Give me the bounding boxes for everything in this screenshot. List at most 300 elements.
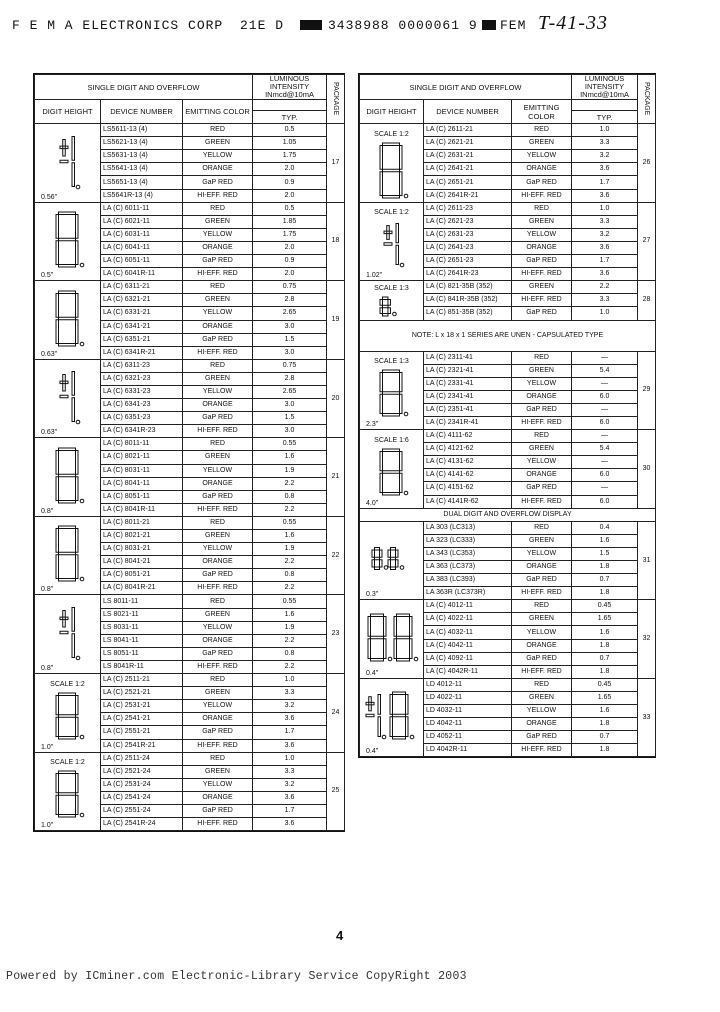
digit-segment-glyph-icon <box>48 287 88 350</box>
device-number: LA (C) 4042-11 <box>424 639 512 652</box>
emitting-color: YELLOW <box>512 228 572 241</box>
emitting-color: ORANGE <box>183 163 253 176</box>
emitting-color: ORANGE <box>183 320 253 333</box>
luminous-typ-value: 0.8 <box>253 647 327 660</box>
luminous-typ-value: 2.2 <box>253 634 327 647</box>
device-number: LA (C) 4092-11 <box>424 652 512 665</box>
package-number: 20 <box>327 359 345 438</box>
luminous-typ-value: 3.6 <box>572 163 638 176</box>
digit-height-label: 0.4" <box>366 669 379 677</box>
luminous-typ-value: 1.75 <box>253 228 327 241</box>
emitting-color: YELLOW <box>183 228 253 241</box>
luminous-typ-value: 2.65 <box>253 307 327 320</box>
header-block-mark-2 <box>482 20 496 30</box>
device-number: LS5641-13 (4) <box>101 163 183 176</box>
device-number: LA (C) 2621-23 <box>424 215 512 228</box>
digit-height-cell <box>35 359 101 438</box>
right-device-header: DEVICE NUMBER <box>424 100 512 124</box>
package-number: 31 <box>638 521 656 600</box>
right-color-header: EMITTING COLOR <box>512 100 572 124</box>
luminous-typ-value: 0.7 <box>572 731 638 744</box>
device-number: LA (C) 8041R-21 <box>101 582 183 595</box>
emitting-color: GaP RED <box>183 569 253 582</box>
luminous-typ-value: 3.6 <box>253 739 327 752</box>
luminous-typ-value: 2.2 <box>572 281 638 294</box>
emitting-color: RED <box>512 600 572 613</box>
device-number: LA (C) 8051-21 <box>101 569 183 582</box>
package-number: 19 <box>327 281 345 360</box>
luminous-typ-value: 1.5 <box>572 547 638 560</box>
luminous-typ-value: 1.5 <box>253 412 327 425</box>
device-number: LA (C) 4141-62 <box>424 469 512 482</box>
device-number: LA (C) 6351-21 <box>101 333 183 346</box>
device-number: LS 8031-11 <box>101 621 183 634</box>
device-number: LA (C) 2341-41 <box>424 390 512 403</box>
emitting-color: GREEN <box>183 765 253 778</box>
luminous-typ-value: 6.0 <box>572 390 638 403</box>
emitting-color: ORANGE <box>183 399 253 412</box>
table-row <box>35 359 345 372</box>
device-number: LD 4032-11 <box>424 705 512 718</box>
digit-height-cell <box>360 678 424 757</box>
emitting-color: GaP RED <box>512 176 572 189</box>
device-number: LA (C) 6341-23 <box>101 399 183 412</box>
device-number: LS5621-13 (4) <box>101 137 183 150</box>
device-number: LS 8011-11 <box>101 595 183 608</box>
emitting-color: HI-EFF. RED <box>183 503 253 516</box>
device-number: LA (C) 2351-41 <box>424 403 512 416</box>
digit-height-cell <box>360 430 424 509</box>
header-code-2: 3438988 0000061 9 <box>328 18 478 33</box>
luminous-typ-value: 3.2 <box>572 228 638 241</box>
emitting-color: RED <box>512 202 572 215</box>
left-spec-table <box>33 73 345 832</box>
luminous-typ-value: 3.6 <box>253 713 327 726</box>
left-device-header: DEVICE NUMBER <box>101 100 183 124</box>
emitting-color: GaP RED <box>183 647 253 660</box>
emitting-color: HI-EFF. RED <box>183 582 253 595</box>
table-row <box>360 202 656 215</box>
digit-height-cell <box>360 281 424 320</box>
luminous-typ-value: 1.6 <box>253 530 327 543</box>
luminous-typ-value: 0.45 <box>572 600 638 613</box>
luminous-typ-value: 2.0 <box>253 163 327 176</box>
device-number: LA (C) 6341R-21 <box>101 346 183 359</box>
emitting-color: GREEN <box>183 608 253 621</box>
luminous-typ-value: 0.4 <box>572 521 638 534</box>
luminous-typ-value: 1.75 <box>253 150 327 163</box>
emitting-color: YELLOW <box>512 377 572 390</box>
luminous-typ-value: 1.9 <box>253 621 327 634</box>
luminous-typ-value: 2.0 <box>253 241 327 254</box>
emitting-color: GREEN <box>512 691 572 704</box>
emitting-color: RED <box>183 438 253 451</box>
emitting-color: HI-EFF. RED <box>512 587 572 600</box>
luminous-typ-value: 1.8 <box>572 639 638 652</box>
device-number: LA 303 (LC313) <box>424 521 512 534</box>
luminous-typ-value: 1.0 <box>572 202 638 215</box>
device-number: LA (C) 8011-21 <box>101 516 183 529</box>
device-number: LA (C) 4121-62 <box>424 443 512 456</box>
device-number: LA (C) 2641-23 <box>424 241 512 254</box>
overflow-segment-glyph-icon <box>48 365 88 428</box>
emitting-color: RED <box>183 281 253 294</box>
emitting-color: RED <box>183 124 253 137</box>
digit-height-cell <box>360 600 424 679</box>
overflow-segment-glyph-icon <box>48 130 88 193</box>
device-number: LA (C) 2551-24 <box>101 804 183 817</box>
luminous-typ-value: 1.9 <box>253 464 327 477</box>
luminous-typ-value: 0.7 <box>572 574 638 587</box>
emitting-color: GREEN <box>183 451 253 464</box>
luminous-typ-value: 3.6 <box>253 818 327 831</box>
package-number: 17 <box>327 124 345 203</box>
package-number: 23 <box>327 595 345 674</box>
luminous-typ-value: 2.65 <box>253 385 327 398</box>
luminous-typ-value: 1.0 <box>253 752 327 765</box>
header-code-3: FEM <box>500 18 527 33</box>
emitting-color: YELLOW <box>183 150 253 163</box>
device-number: LA (C) 2521-21 <box>101 687 183 700</box>
digit-height-label: 0.8" <box>41 507 54 515</box>
dual-small-segment-glyph-icon <box>364 527 420 590</box>
emitting-color: RED <box>512 521 572 534</box>
luminous-typ-value: 0.7 <box>572 652 638 665</box>
luminous-typ-value: 3.3 <box>572 294 638 307</box>
device-number: LA (C) 2611-21 <box>424 124 512 137</box>
emitting-color: HI-EFF. RED <box>512 665 572 678</box>
digit-height-label: 4.0" <box>366 499 379 507</box>
luminous-typ-value: — <box>572 430 638 443</box>
emitting-color: GREEN <box>512 443 572 456</box>
device-number: LA (C) 2651-21 <box>424 176 512 189</box>
unencapsulated-note: NOTE: L x 18 x 1 SERIES ARE UNEN - CAPSULATED TYPE <box>360 320 656 351</box>
luminous-typ-value: 1.0 <box>253 674 327 687</box>
emitting-color: GREEN <box>512 364 572 377</box>
emitting-color: ORANGE <box>183 634 253 647</box>
device-number: LA (C) 2511-24 <box>101 752 183 765</box>
device-number: LA (C) 2611-23 <box>424 202 512 215</box>
digit-height-cell <box>35 281 101 360</box>
device-number: LA (C) 6311-23 <box>101 359 183 372</box>
digit-height-label: 0.3" <box>366 591 379 599</box>
emitting-color: YELLOW <box>512 547 572 560</box>
emitting-color: GREEN <box>512 281 572 294</box>
table-row <box>35 438 345 451</box>
luminous-typ-value: 1.7 <box>253 804 327 817</box>
emitting-color: ORANGE <box>512 561 572 574</box>
luminous-typ-value: 3.0 <box>253 346 327 359</box>
package-number: 29 <box>638 351 656 430</box>
right-pkg-header: PACKAGE <box>638 75 656 124</box>
table-row <box>35 281 345 294</box>
package-number: 28 <box>638 281 656 320</box>
emitting-color: RED <box>512 124 572 137</box>
device-number: LS 8051-11 <box>101 647 183 660</box>
luminous-typ-value: 1.6 <box>253 608 327 621</box>
package-number: 32 <box>638 600 656 679</box>
emitting-color: YELLOW <box>183 778 253 791</box>
device-number: LS 8041R-11 <box>101 660 183 673</box>
device-number: LA (C) 8041-11 <box>101 477 183 490</box>
emitting-color: YELLOW <box>183 385 253 398</box>
emitting-color: HI-EFF. RED <box>183 189 253 202</box>
emitting-color: GaP RED <box>512 574 572 587</box>
luminous-typ-value: 3.6 <box>572 189 638 202</box>
luminous-typ-value: 2.2 <box>253 660 327 673</box>
emitting-color: ORANGE <box>512 390 572 403</box>
luminous-typ-value: 1.6 <box>253 451 327 464</box>
luminous-typ-value: 1.0 <box>572 307 638 320</box>
luminous-typ-value: 3.2 <box>572 150 638 163</box>
luminous-typ-value: — <box>572 482 638 495</box>
emitting-color: ORANGE <box>183 241 253 254</box>
emitting-color: GaP RED <box>512 731 572 744</box>
emitting-color: ORANGE <box>183 477 253 490</box>
device-number: LA (C) 2311-41 <box>424 351 512 364</box>
device-number: LD 4042-11 <box>424 718 512 731</box>
device-number: LA (C) 8041-21 <box>101 556 183 569</box>
scale-label: SCALE 1:2 <box>374 130 409 138</box>
right-digit-header: DIGIT HEIGHT <box>360 100 424 124</box>
page-number: 4 <box>336 928 344 943</box>
emitting-color: GREEN <box>183 372 253 385</box>
device-number: LA (C) 6021-11 <box>101 215 183 228</box>
digit-height-label: 0.8" <box>41 665 54 673</box>
device-number: LD 4022-11 <box>424 691 512 704</box>
package-number: 26 <box>638 124 656 203</box>
emitting-color: ORANGE <box>512 639 572 652</box>
emitting-color: HI-EFF. RED <box>512 294 572 307</box>
emitting-color: GREEN <box>183 137 253 150</box>
emitting-color: HI-EFF. RED <box>512 268 572 281</box>
luminous-typ-value: 0.8 <box>253 490 327 503</box>
device-number: LA (C) 2531-24 <box>101 778 183 791</box>
device-number: LA (C) 2641R-21 <box>424 189 512 202</box>
emitting-color: YELLOW <box>512 456 572 469</box>
device-number: LA (C) 6351-23 <box>101 412 183 425</box>
digit-height-cell <box>35 752 101 831</box>
emitting-color: YELLOW <box>183 621 253 634</box>
device-number: LA (C) 2541R-21 <box>101 739 183 752</box>
device-number: LA (C) 2651-23 <box>424 255 512 268</box>
device-number: LA (C) 2541R-24 <box>101 818 183 831</box>
luminous-typ-value: 1.8 <box>572 561 638 574</box>
luminous-typ-value: 5.4 <box>572 364 638 377</box>
digit-height-cell <box>360 521 424 600</box>
device-number: LA (C) 6051-11 <box>101 255 183 268</box>
emitting-color: GREEN <box>183 687 253 700</box>
device-number: LA (C) 2321-41 <box>424 364 512 377</box>
emitting-color: YELLOW <box>183 307 253 320</box>
table-row <box>360 430 656 443</box>
package-number: 24 <box>327 674 345 753</box>
luminous-typ-value: 1.8 <box>572 744 638 757</box>
table-row <box>360 521 656 534</box>
digit-segment-glyph-icon <box>372 366 412 420</box>
luminous-typ-value: 1.65 <box>572 691 638 704</box>
luminous-typ-value: 3.3 <box>253 687 327 700</box>
emitting-color: GaP RED <box>183 490 253 503</box>
emitting-color: YELLOW <box>512 705 572 718</box>
device-number: LS 8021-11 <box>101 608 183 621</box>
device-number: LA (C) 4042R-11 <box>424 665 512 678</box>
table-row <box>360 351 656 364</box>
luminous-typ-value: 1.85 <box>253 215 327 228</box>
digit-height-label: 0.5" <box>41 272 54 280</box>
emitting-color: HI-EFF. RED <box>183 660 253 673</box>
emitting-color: GREEN <box>512 534 572 547</box>
device-number: LA (C) 8021-21 <box>101 530 183 543</box>
luminous-typ-value: 3.0 <box>253 399 327 412</box>
device-number: LA (C) 2511-21 <box>101 674 183 687</box>
emitting-color: HI-EFF. RED <box>183 739 253 752</box>
device-number: LS5631-13 (4) <box>101 150 183 163</box>
right-spec-table <box>358 73 656 758</box>
device-number: LA (C) 2641R-23 <box>424 268 512 281</box>
left-pkg-header: PACKAGE <box>327 75 345 124</box>
table-row <box>35 124 345 137</box>
luminous-typ-value: 0.5 <box>253 124 327 137</box>
luminous-typ-value: 1.8 <box>572 718 638 731</box>
device-number: LA (C) 6331-23 <box>101 385 183 398</box>
emitting-color: GaP RED <box>183 176 253 189</box>
luminous-typ-value: 2.2 <box>253 556 327 569</box>
emitting-color: HI-EFF. RED <box>183 346 253 359</box>
emitting-color: RED <box>512 678 572 691</box>
emitting-color: RED <box>183 595 253 608</box>
digit-height-cell <box>35 674 101 753</box>
digit-segment-glyph-icon <box>48 689 88 743</box>
device-number: LD 4042R-11 <box>424 744 512 757</box>
device-number: LA (C) 2531-21 <box>101 700 183 713</box>
luminous-typ-value: 0.55 <box>253 595 327 608</box>
luminous-typ-value: 1.9 <box>253 543 327 556</box>
device-number: LA (C) 6321-23 <box>101 372 183 385</box>
luminous-typ-value: 0.55 <box>253 516 327 529</box>
device-number: LA (C) 8051-11 <box>101 490 183 503</box>
luminous-typ-value: 0.75 <box>253 359 327 372</box>
device-number: LA 363R (LC373R) <box>424 587 512 600</box>
digit-segment-glyph-icon <box>372 445 412 499</box>
device-number: LA (C) 2541-21 <box>101 713 183 726</box>
table-row <box>35 516 345 529</box>
luminous-typ-value: 3.0 <box>253 320 327 333</box>
emitting-color: GREEN <box>512 137 572 150</box>
emitting-color: YELLOW <box>183 543 253 556</box>
header-code-4: T-41-33 <box>538 12 608 34</box>
table-row <box>35 674 345 687</box>
device-number: LA 383 (LC393) <box>424 574 512 587</box>
emitting-color: ORANGE <box>512 163 572 176</box>
luminous-typ-value: 1.7 <box>572 255 638 268</box>
overflow-segment-glyph-icon <box>48 601 88 664</box>
emitting-color: RED <box>183 359 253 372</box>
left-section-title: SINGLE DIGIT AND OVERFLOW <box>35 75 253 100</box>
digit-height-cell <box>360 124 424 203</box>
table-row <box>35 202 345 215</box>
luminous-typ-value: 1.05 <box>253 137 327 150</box>
luminous-typ-value: 1.65 <box>572 613 638 626</box>
device-number: LA (C) 8041R-11 <box>101 503 183 516</box>
emitting-color: GREEN <box>512 215 572 228</box>
scale-label: SCALE 1:3 <box>374 358 409 366</box>
emitting-color: GaP RED <box>183 804 253 817</box>
emitting-color: GaP RED <box>512 652 572 665</box>
dual-overflow-segment-glyph-icon <box>364 684 420 747</box>
device-number: LA (C) 8031-11 <box>101 464 183 477</box>
luminous-typ-value: — <box>572 377 638 390</box>
emitting-color: ORANGE <box>183 556 253 569</box>
device-number: LA (C) 8021-11 <box>101 451 183 464</box>
digit-height-label: 2.3" <box>366 421 379 429</box>
digit-segment-glyph-icon <box>372 293 412 320</box>
emitting-color: HI-EFF. RED <box>512 189 572 202</box>
emitting-color: YELLOW <box>512 626 572 639</box>
footer-copyright: Powered by ICminer.com Electronic-Library Service CopyRight 2003 <box>6 970 467 983</box>
table-row <box>35 595 345 608</box>
dual-digit-title: DUAL DIGIT AND OVERFLOW DISPLAY <box>360 508 656 521</box>
device-number: LA (C) 2631-23 <box>424 228 512 241</box>
digit-height-label: 0.63" <box>41 350 58 358</box>
luminous-typ-value: 1.8 <box>572 587 638 600</box>
luminous-typ-value: 2.0 <box>253 189 327 202</box>
scale-label: SCALE 1:2 <box>50 680 85 688</box>
emitting-color: GREEN <box>183 294 253 307</box>
luminous-typ-value: 2.2 <box>253 477 327 490</box>
emitting-color: GREEN <box>183 215 253 228</box>
package-number: 33 <box>638 678 656 757</box>
emitting-color: GaP RED <box>512 482 572 495</box>
luminous-typ-value: 1.7 <box>253 726 327 739</box>
left-color-header: EMITTING COLOR <box>183 100 253 124</box>
luminous-typ-value: 3.6 <box>572 268 638 281</box>
luminous-typ-value: — <box>572 456 638 469</box>
device-number: LA (C) 8011-11 <box>101 438 183 451</box>
emitting-color: GaP RED <box>183 255 253 268</box>
luminous-typ-value: 1.6 <box>572 534 638 547</box>
luminous-typ-value: 0.45 <box>572 678 638 691</box>
table-row <box>35 752 345 765</box>
package-number: 21 <box>327 438 345 517</box>
dual-segment-glyph-icon <box>364 606 420 669</box>
luminous-typ-value: 6.0 <box>572 495 638 508</box>
luminous-typ-value: 3.6 <box>572 241 638 254</box>
emitting-color: GREEN <box>512 613 572 626</box>
device-number: LA (C) 6041R-11 <box>101 268 183 281</box>
table-row <box>360 600 656 613</box>
luminous-typ-value: 5.4 <box>572 443 638 456</box>
emitting-color: YELLOW <box>183 464 253 477</box>
emitting-color: HI-EFF. RED <box>512 416 572 429</box>
device-number: LA (C) 4022-11 <box>424 613 512 626</box>
digit-height-label: 1.0" <box>41 822 54 830</box>
device-number: LS5611-13 (4) <box>101 124 183 137</box>
digit-segment-glyph-icon <box>48 522 88 585</box>
digit-height-cell <box>35 595 101 674</box>
device-number: LA 323 (LC333) <box>424 534 512 547</box>
table-row <box>360 281 656 294</box>
luminous-typ-value: 2.2 <box>253 582 327 595</box>
luminous-typ-value: 0.75 <box>253 281 327 294</box>
emitting-color: RED <box>512 430 572 443</box>
package-number: 27 <box>638 202 656 281</box>
digit-segment-glyph-icon <box>48 208 88 271</box>
emitting-color: ORANGE <box>183 791 253 804</box>
device-number: LA (C) 6311-21 <box>101 281 183 294</box>
device-number: LA (C) 4151-62 <box>424 482 512 495</box>
device-number: LS5641R-13 (4) <box>101 189 183 202</box>
